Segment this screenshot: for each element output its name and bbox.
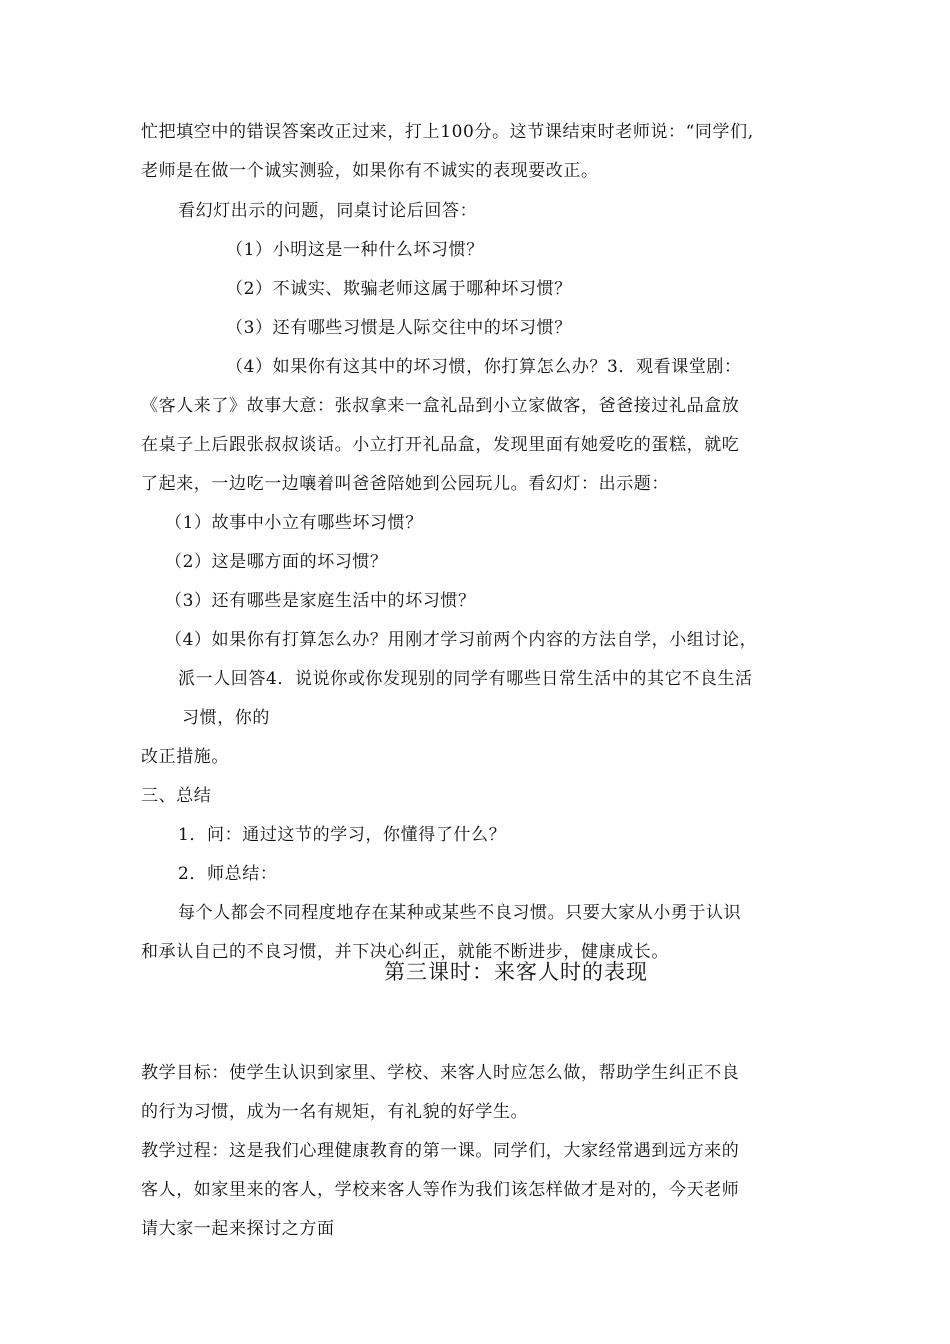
- list-item: （1）故事中小立有哪些坏习惯？: [165, 513, 423, 533]
- text-line: 每个人都会不同程度地存在某种或某些不良习惯。只要大家从小勇于认识: [178, 903, 742, 923]
- text-line: 的行为习惯，成为一名有规矩，有礼貌的好学生。: [141, 1102, 529, 1122]
- list-item: 1．问：通过这节的学习，你懂得了什么？: [178, 825, 507, 845]
- text-line: 教学过程：这是我们心理健康教育的第一课。同学们，大家经常遇到远方来的: [141, 1141, 740, 1161]
- text-line: 了起来，一边吃一边嚷着叫爸爸陪她到公园玩儿。看幻灯：出示题：: [141, 474, 669, 494]
- list-item: （2）这是哪方面的坏习惯？: [165, 552, 388, 572]
- text-line: 改正措施。: [141, 747, 229, 767]
- text-line: 《客人来了》故事大意：张叔拿来一盒礼品到小立家做客，爸爸接过礼品盒放: [141, 396, 740, 416]
- text-line: 习惯，你的: [182, 708, 270, 728]
- section-heading: 三、总结: [141, 786, 212, 806]
- list-item: 2．师总结：: [178, 864, 278, 884]
- text-line: 教学目标：使学生认识到家里、学校、来客人时应怎么做，帮助学生纠正不良: [141, 1063, 740, 1083]
- text-line: 请大家一起来探讨之方面: [141, 1219, 335, 1239]
- text-line: 看幻灯出示的问题，同桌讨论后回答：: [178, 201, 478, 221]
- text-line: 客人，如家里来的客人，学校来客人等作为我们该怎样做才是对的，今天老师: [141, 1180, 740, 1200]
- list-item: （1）小明这是一种什么坏习惯？: [226, 240, 484, 260]
- text-line: 派一人回答4．说说你或你发现别的同学有哪些日常生活中的其它不良生活: [178, 669, 753, 689]
- list-item: （4）如果你有打算怎么办？用刚才学习前两个内容的方法自学，小组讨论，: [165, 630, 758, 650]
- list-item: （3）还有哪些习惯是人际交往中的坏习惯？: [226, 318, 572, 338]
- lesson-title: 第三课时：来客人时的表现: [384, 960, 648, 984]
- text-line: 老师是在做一个诚实测验，如果你有不诚实的表现要改正。: [141, 161, 599, 181]
- text-line: 在桌子上后跟张叔叔谈话。小立打开礼品盒，发现里面有她爱吃的蛋糕，就吃: [141, 435, 740, 455]
- text-line: 和承认自己的不良习惯，并下决心纠正，就能不断进步，健康成长。: [141, 942, 669, 962]
- list-item: （3）还有哪些是家庭生活中的坏习惯？: [165, 591, 476, 611]
- list-item: （2）不诚实、欺骗老师这属于哪种坏习惯？: [226, 279, 572, 299]
- text-line: 忙把填空中的错误答案改正过来，打上100分。这节课结束时老师说：“同学们,: [141, 122, 754, 142]
- list-item: （4）如果你有这其中的坏习惯，你打算怎么办？3．观看课堂剧：: [226, 357, 742, 377]
